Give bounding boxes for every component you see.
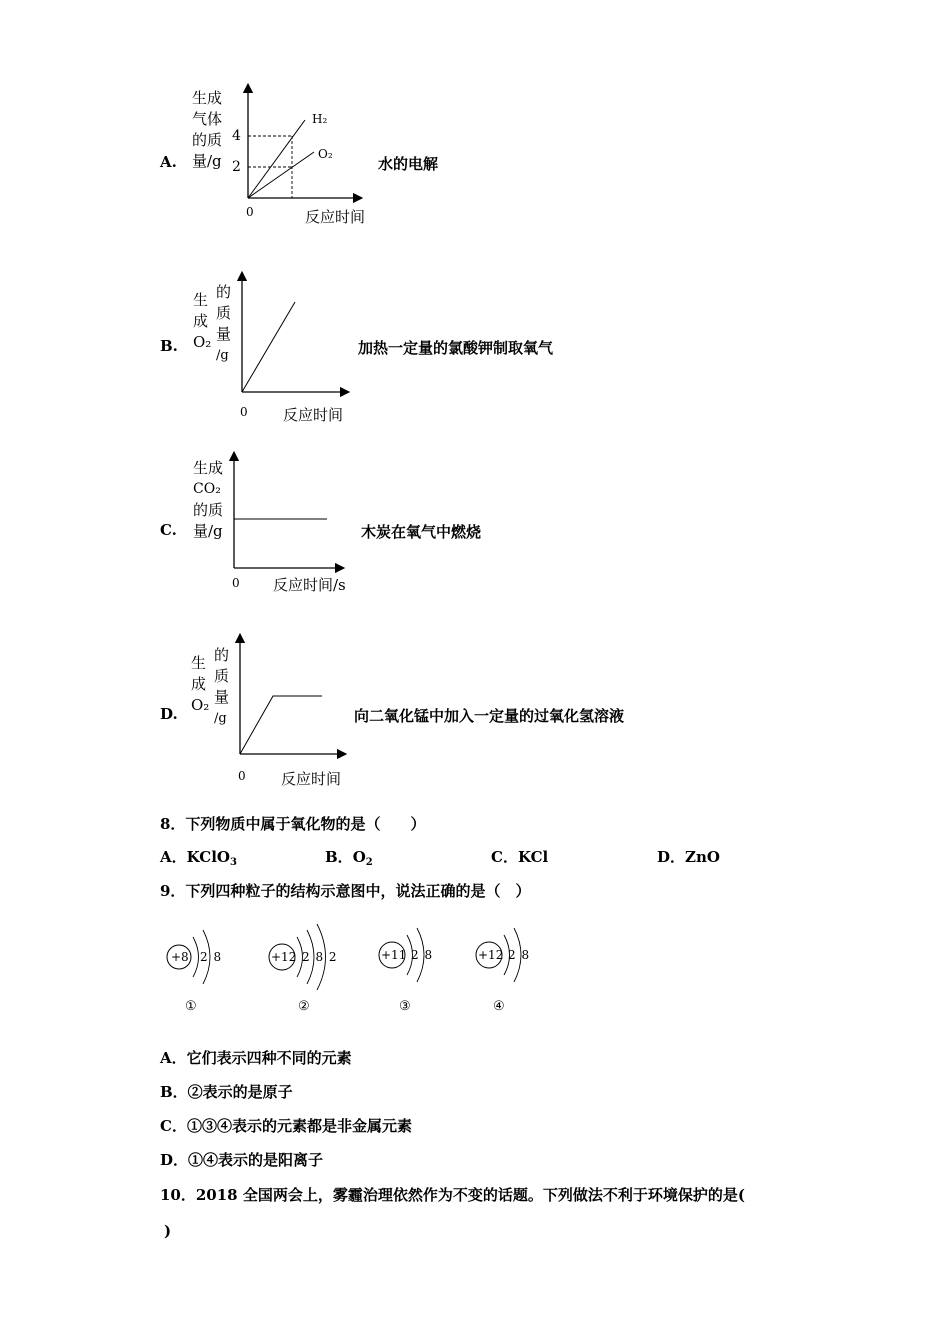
ylabel-line: /g [214,711,227,726]
ylabel-line: O₂ [193,333,212,351]
ylabel-line: CO₂ [193,481,221,497]
choice-text: KCl [517,848,549,866]
choice-letter: B． [325,848,353,866]
choice-letter: C． [491,848,518,866]
ylabel-line: 的 [216,283,232,301]
choice-letter: D． [657,848,686,866]
choice-text: ZnO [685,848,720,866]
option-c-desc: 木炭在氧气中燃烧 [361,523,482,541]
option-b-desc: 加热一定量的氯酸钾制取氧气 [358,339,554,357]
option-a-letter: A. [160,153,177,171]
tick-label: 4 [232,128,241,144]
tick-label: 2 [232,159,241,175]
choice: B．②表示的是原子 [160,1083,293,1101]
origin-label: 0 [238,769,246,783]
particle-label: ① [185,999,197,1014]
series-label-o2: O₂ [318,147,333,161]
option-d-desc: 向二氧化锰中加入一定量的过氧化氢溶液 [354,707,625,725]
choice-text: KClO [186,848,230,866]
choice-subscript: 3 [229,857,237,868]
choice-letter: A． [160,848,187,866]
option-b-letter: B. [160,337,178,355]
x-axis-label: 反应时间 [281,770,342,788]
ylabel-line: 生成 [193,459,224,477]
x-axis-label: 反应时间 [305,208,366,226]
option-a-desc: 水的电解 [378,155,439,173]
ylabel-line: 成 [193,312,209,330]
particle-label: ② [298,999,310,1014]
shell-electrons: 2 8 2 [302,950,337,964]
particle-label: ④ [493,999,505,1014]
question-stem: 10．2018 全国两会上，雾霾治理依然作为不变的话题。下列做法不利于环境保护的是( [160,1186,745,1204]
ylabel-line: 成 [191,675,207,693]
ylabel-line: 的质 [193,501,224,519]
option-c-letter: C. [160,521,177,539]
option-d-letter: D. [160,705,178,723]
origin-label: 0 [246,205,254,219]
choice: C．①③④表示的元素都是非金属元素 [160,1117,412,1135]
ylabel-line: 气体 [192,110,223,128]
shell-electrons: 2 8 [411,948,433,962]
question-stem: 9．下列四种粒子的结构示意图中，说法正确的是（ ） [160,882,531,900]
ylabel-line: 生成 [192,89,223,107]
choice: D．①④表示的是阳离子 [160,1151,324,1169]
x-axis-label: 反应时间 [283,406,344,424]
ylabel-line: 量/g [192,152,222,170]
ylabel-line: 的 [214,646,230,664]
ylabel-line: 量/g [193,522,223,540]
ylabel-line: 生 [193,291,209,309]
ylabel-line: /g [216,348,229,363]
particle-label: ③ [399,999,411,1014]
question-stem-end: ) [164,1222,172,1240]
x-axis-label: 反应时间/s [273,576,346,594]
ylabel-line: 质 [216,304,232,322]
ylabel-line: 的质 [192,131,223,149]
ylabel-line: 生 [191,654,207,672]
choice-subscript: 2 [365,857,373,868]
origin-label: 0 [240,405,248,419]
origin-label: 0 [232,576,240,590]
ylabel-line: 量 [214,688,230,706]
choice: A．它们表示四种不同的元素 [160,1049,352,1067]
nucleus-charge: +11 [381,948,407,962]
shell-electrons: 2 8 [508,948,530,962]
question-stem: 8．下列物质中属于氧化物的是（ ） [160,815,426,833]
ylabel-line: 质 [214,667,230,685]
nucleus-charge: +12 [478,948,504,962]
ylabel-line: O₂ [191,696,210,714]
choice-text: O [352,848,366,866]
nucleus-charge: +8 [171,950,189,964]
series-label-h2: H₂ [312,112,328,126]
nucleus-charge: +12 [271,950,297,964]
ylabel-line: 量 [216,325,232,343]
shell-electrons: 2 8 [200,950,222,964]
